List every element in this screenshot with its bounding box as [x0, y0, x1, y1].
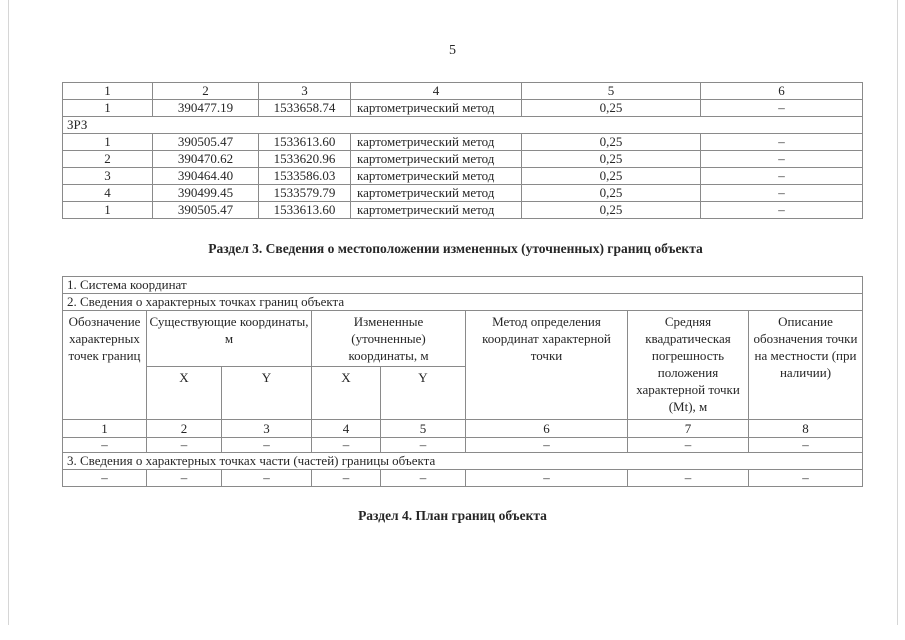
- description: –: [701, 168, 863, 185]
- point-number: 1: [63, 202, 153, 219]
- column-number: 8: [749, 420, 863, 438]
- column-number: 2: [153, 83, 259, 100]
- subheader-changed-y: Y: [381, 367, 466, 420]
- table-cell: –: [312, 438, 381, 453]
- subheader-changed-x: X: [312, 367, 381, 420]
- method: картометрический метод: [351, 185, 522, 202]
- point-number: 3: [63, 168, 153, 185]
- coordinate-system-label: 1. Система координат: [63, 277, 863, 294]
- coord-x: 390464.40: [153, 168, 259, 185]
- table-header-row: [63, 83, 863, 100]
- scan-edge-right: [897, 0, 898, 625]
- description: –: [701, 202, 863, 219]
- coord-x: 390505.47: [153, 202, 259, 219]
- description: –: [701, 100, 863, 117]
- coord-x: 390505.47: [153, 134, 259, 151]
- coord-y: 1533586.03: [259, 168, 351, 185]
- coordinates-table-continued: [62, 82, 863, 219]
- header-point-designation: Обозначение характерных точек границ: [63, 311, 147, 420]
- coord-y: 1533613.60: [259, 202, 351, 219]
- table-cell: –: [628, 470, 749, 487]
- points-section-label: 2. Сведения о характерных точках границ объекта: [63, 294, 863, 311]
- column-number: 4: [351, 83, 522, 100]
- table-cell: –: [466, 438, 628, 453]
- column-number: 5: [522, 83, 701, 100]
- error-value: 0,25: [522, 100, 701, 117]
- coord-x: 390477.19: [153, 100, 259, 117]
- method: картометрический метод: [351, 202, 522, 219]
- subheader-existing-y: Y: [222, 367, 312, 420]
- table-cell: –: [628, 438, 749, 453]
- table-cell: –: [381, 438, 466, 453]
- group-label-row: [63, 117, 863, 134]
- points-section-row: [63, 294, 863, 311]
- table-cell: –: [749, 438, 863, 453]
- table-row: [63, 185, 863, 202]
- description: –: [701, 185, 863, 202]
- part-section-row: [63, 453, 863, 470]
- column-number: 1: [63, 420, 147, 438]
- coord-y: 1533613.60: [259, 134, 351, 151]
- table-header-row: [63, 311, 863, 367]
- coordinate-system-row: [63, 277, 863, 294]
- coord-x: 390470.62: [153, 151, 259, 168]
- description: –: [701, 151, 863, 168]
- header-description: Описание обозначения точки на местности (при наличии): [749, 311, 863, 420]
- error-value: 0,25: [522, 151, 701, 168]
- table-row: [63, 100, 863, 117]
- section-3-table: [62, 276, 863, 487]
- table-row: [63, 438, 863, 453]
- column-number: 4: [312, 420, 381, 438]
- subheader-existing-x: X: [147, 367, 222, 420]
- table-row: [63, 202, 863, 219]
- section-3-heading: Раздел 3. Сведения о местоположении измененных (уточненных) границ объекта: [208, 241, 703, 256]
- coord-y: 1533658.74: [259, 100, 351, 117]
- column-number: 1: [63, 83, 153, 100]
- table-cell: –: [312, 470, 381, 487]
- error-value: 0,25: [522, 134, 701, 151]
- section-4-heading: Раздел 4. План границ объекта: [358, 508, 547, 523]
- column-number: 6: [466, 420, 628, 438]
- point-number: 2: [63, 151, 153, 168]
- table-cell: –: [63, 470, 147, 487]
- group-label: ЗРЗ: [63, 117, 863, 134]
- column-number: 6: [701, 83, 863, 100]
- error-value: 0,25: [522, 185, 701, 202]
- header-existing-coords: Существующие координаты, м: [147, 311, 312, 367]
- table-cell: –: [749, 470, 863, 487]
- table-cell: –: [222, 470, 312, 487]
- method: картометрический метод: [351, 151, 522, 168]
- method: картометрический метод: [351, 168, 522, 185]
- table-cell: –: [147, 438, 222, 453]
- column-number: 3: [259, 83, 351, 100]
- table-cell: –: [147, 470, 222, 487]
- point-number: 1: [63, 134, 153, 151]
- point-number: 1: [63, 100, 153, 117]
- coord-x: 390499.45: [153, 185, 259, 202]
- table-row: [63, 168, 863, 185]
- column-numbers-row: [63, 420, 863, 438]
- part-section-label: 3. Сведения о характерных точках части (частей) границы объекта: [63, 453, 863, 470]
- table-row: [63, 470, 863, 487]
- coord-y: 1533620.96: [259, 151, 351, 168]
- table-row: [63, 151, 863, 168]
- header-method: Метод определения координат характерной точки: [466, 311, 628, 420]
- column-number: 7: [628, 420, 749, 438]
- scan-edge-left: [8, 0, 9, 625]
- method: картометрический метод: [351, 134, 522, 151]
- table-cell: –: [222, 438, 312, 453]
- point-number: 4: [63, 185, 153, 202]
- method: картометрический метод: [351, 100, 522, 117]
- table-cell: –: [381, 470, 466, 487]
- error-value: 0,25: [522, 168, 701, 185]
- header-error: Средняя квадратическая погрешность положения характерной точки (Mt), м: [628, 311, 749, 420]
- header-changed-coords: Измененные (уточненные) координаты, м: [312, 311, 466, 367]
- coord-y: 1533579.79: [259, 185, 351, 202]
- column-number: 2: [147, 420, 222, 438]
- description: –: [701, 134, 863, 151]
- table-row: [63, 134, 863, 151]
- page-number: 5: [449, 43, 456, 58]
- table-cell: –: [63, 438, 147, 453]
- column-number: 3: [222, 420, 312, 438]
- column-number: 5: [381, 420, 466, 438]
- table-cell: –: [466, 470, 628, 487]
- error-value: 0,25: [522, 202, 701, 219]
